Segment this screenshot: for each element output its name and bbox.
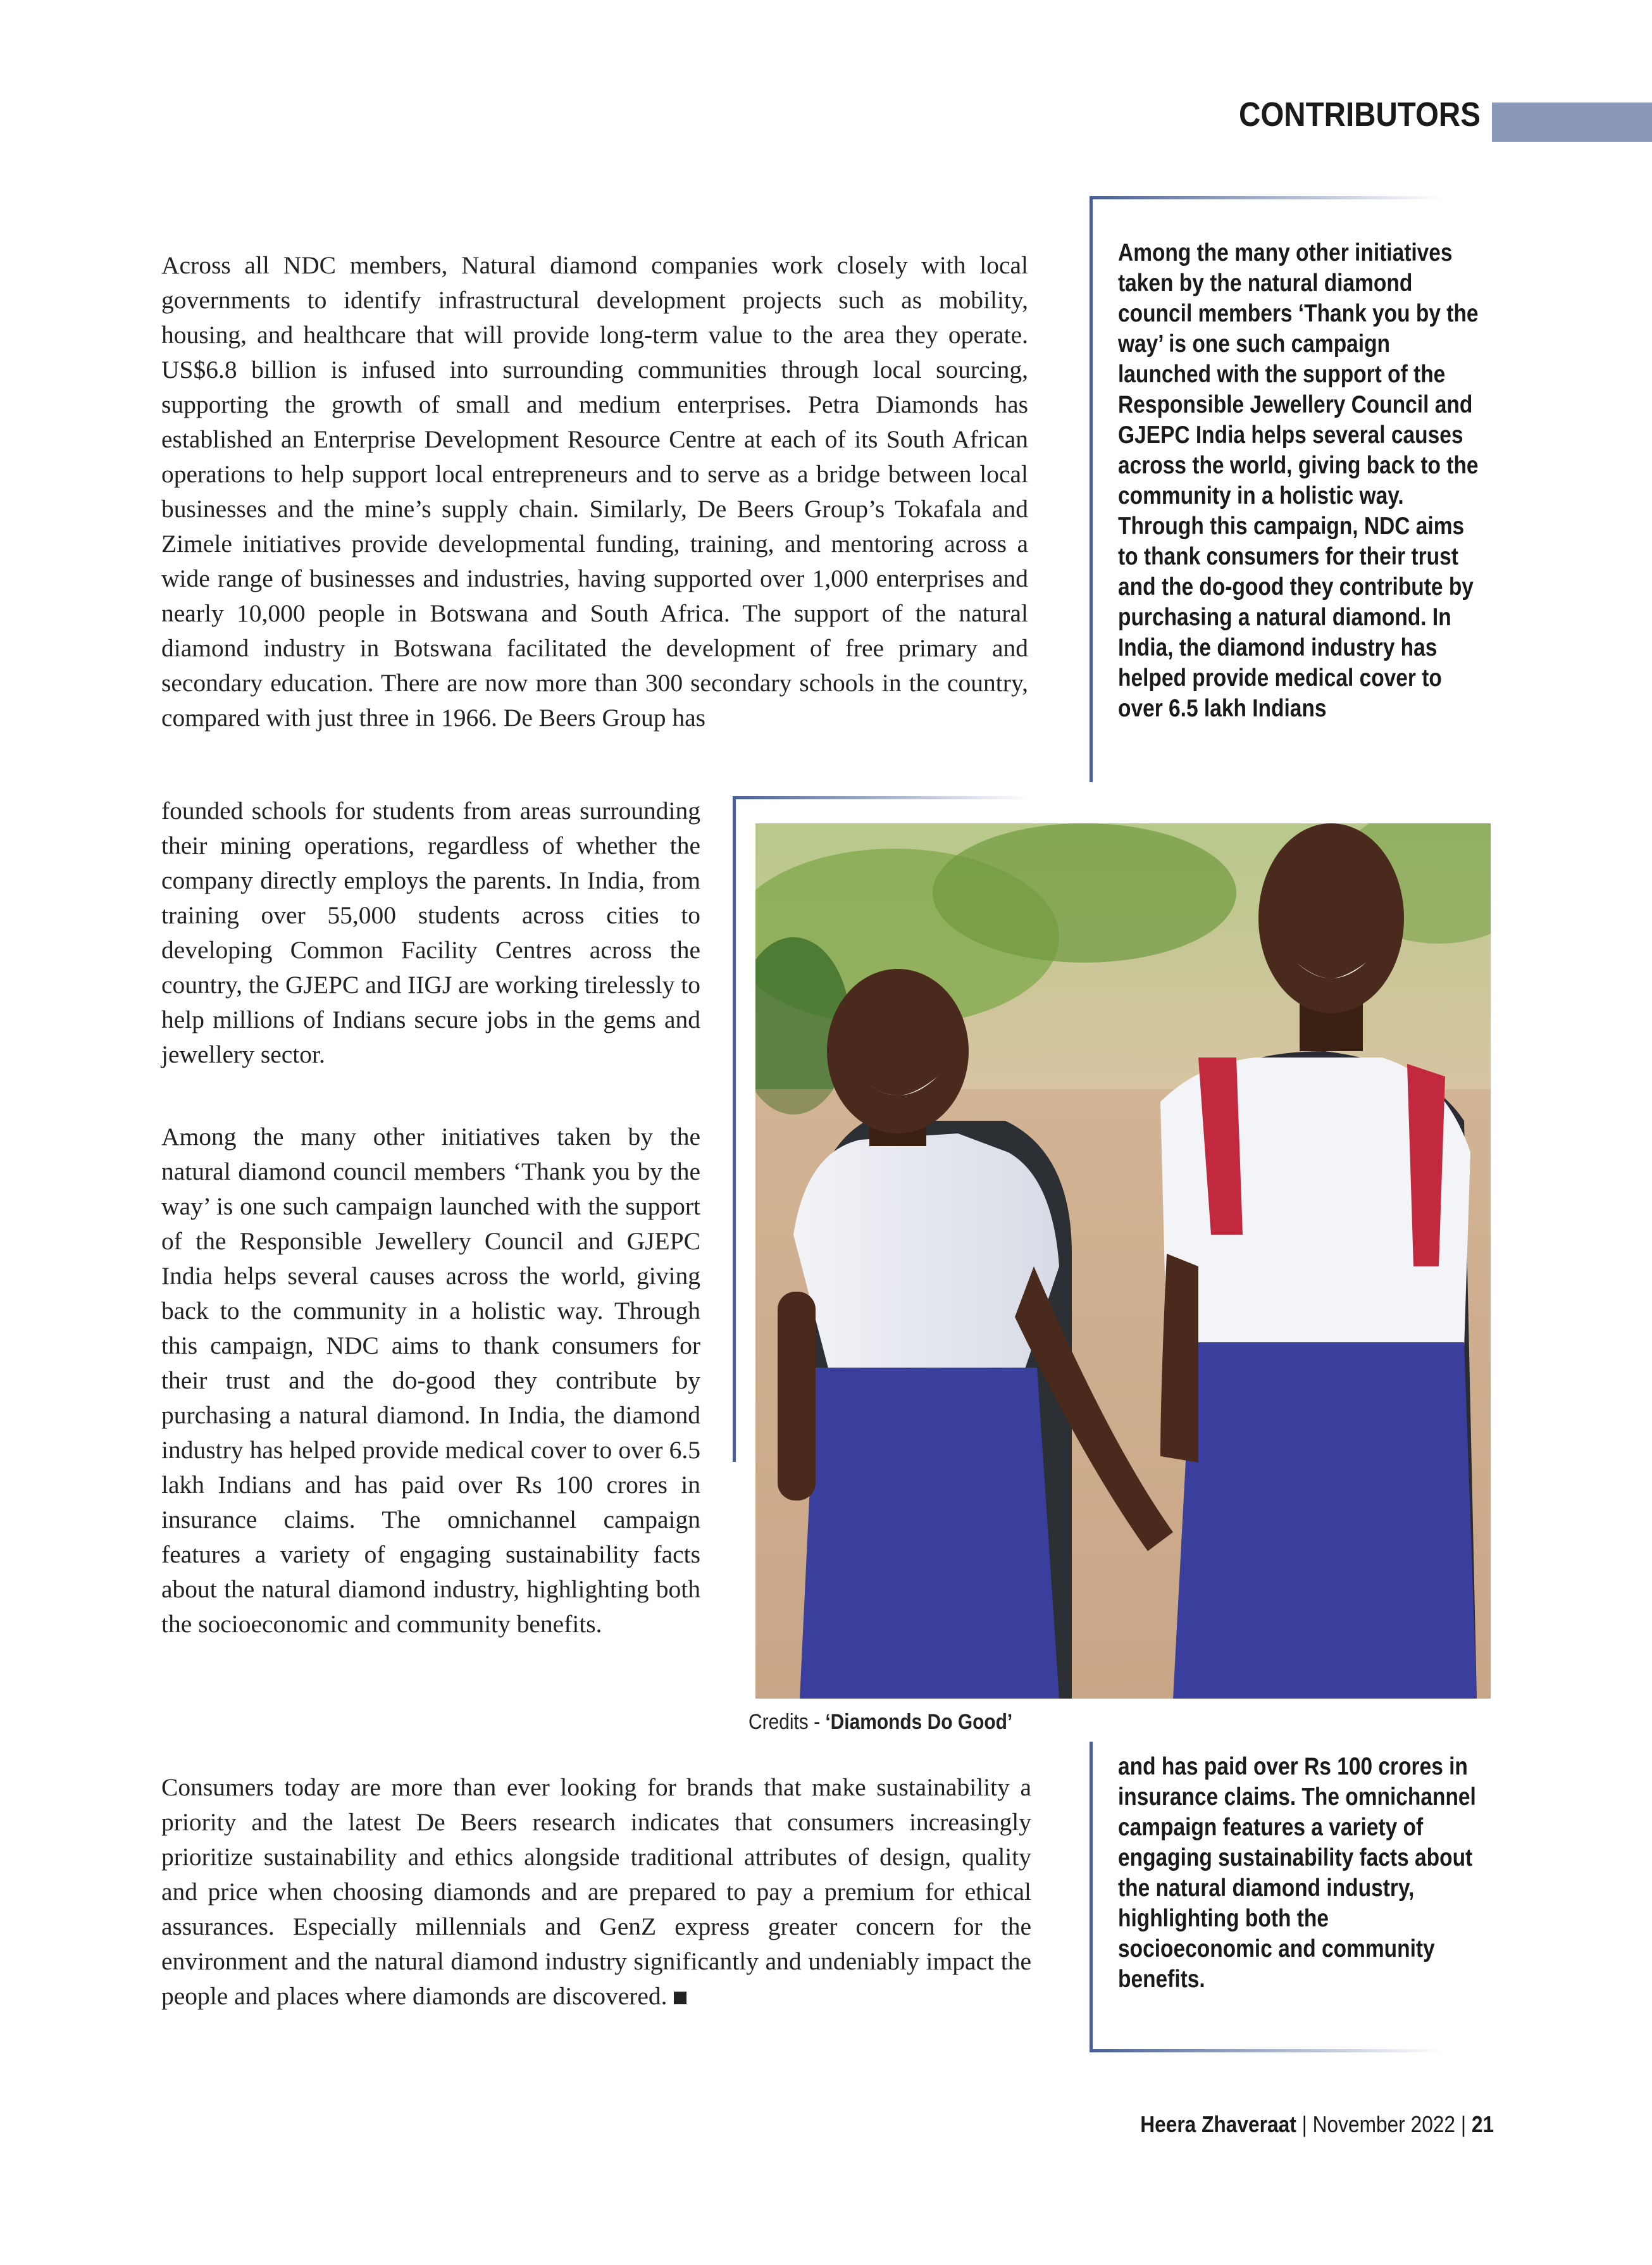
article-paragraph-2: founded schools for students from areas surrounding their mining operations, regardless of whether the company directly employs the parents. In India, from training over 55,000 students across cities to developing Common Facility Centres across the country, the GJEPC and IIGJ are working tirelessly to help millions of Indians secure jobs in the gems and jewellery sector. xyxy=(161,797,701,1068)
article-paragraph-4-text: Consumers today are more than ever looking for brands that make sustainability a priority and the latest De Beers research indicates that consumers increasingly prioritize sustainability and ethics alongside traditional attributes of design, quality and price when choosing diamonds and are prepared to pay a premium for ethical assurances. Especially millennials and GenZ express greater concern for the environment and the natural diamond industry significantly and undeniably impact the people and places where diamonds are discovered. xyxy=(161,1773,1031,2010)
footer-separator-1: | xyxy=(1301,2111,1307,2137)
footer-date: November 2022 xyxy=(1312,2111,1455,2137)
pullquote-frame-left-bottom xyxy=(1090,1742,1093,2052)
page-footer xyxy=(1140,2111,1494,2138)
pullquote-frame-bottom-rule xyxy=(1090,2049,1444,2052)
footer-separator-2: | xyxy=(1460,2111,1466,2137)
caption-prefix: Credits - xyxy=(748,1710,826,1734)
photo-frame-top-rule xyxy=(733,796,1030,799)
article-paragraph-3: Among the many other initiatives taken by the natural diamond council members ‘Thank you by the way’ is one such campaign launched with the support of the Responsible Jewellery Council and GJEPC India helps several causes across the world, giving back to the community in a holistic way. Through this campaign, NDC aims to thank consumers for their trust and the do-good they contribute by purchasing a natural diamond. In India, the diamond industry has helped provide medical cover to over 6.5 lakh Indians and has paid over Rs 100 crores in insurance claims. The omnichannel campaign features a variety of engaging sustainability facts about the natural diamond industry, highlighting both the socioeconomic and community benefits. xyxy=(161,1123,700,1638)
pullquote-frame-left-top xyxy=(1090,196,1093,782)
pullquote-part-1: Among the many other initiatives taken by the natural diamond council members ‘Thank you by the way’ is one such campaign launched with the support of the Responsible Jewellery Council and GJEPC India helps several causes across the world, giving back to the community in a holistic way. Through this campaign, NDC aims to thank consumers for their trust and the do-good they contribute by purchasing a natural diamond. In India, the diamond industry has helped provide medical cover to over 6.5 lakh Indians xyxy=(1118,239,1479,722)
end-of-article-mark xyxy=(674,1992,686,2004)
section-title: CONTRIBUTORS xyxy=(1239,96,1481,134)
schoolchildren-photo xyxy=(755,823,1491,1699)
article-paragraph-4 xyxy=(161,1770,1031,2014)
footer-publication: Heera Zhaveraat xyxy=(1140,2111,1296,2137)
photo-frame-left xyxy=(733,796,736,1462)
pullquote-part-2: and has paid over Rs 100 crores in insurance claims. The omnichannel campaign features a variety of engaging sustainability facts about the natural diamond industry, highlighting both the socioeconomic and community benefits. xyxy=(1118,1753,1476,1993)
pullquote-frame-top-rule xyxy=(1090,196,1444,199)
footer-page-number: 21 xyxy=(1471,2111,1494,2137)
caption-credit: ‘Diamonds Do Good’ xyxy=(825,1710,1013,1734)
photo-caption xyxy=(748,1710,1012,1735)
article-paragraph-1: Across all NDC members, Natural diamond companies work closely with local governments to identify infrastructural development projects such as mobility, housing, and healthcare that will provide long-term value to the area they operate. US$6.8 billion is infused into surrounding communities through local sourcing, supporting the growth of small and medium enterprises. Petra Diamonds has established an Enterprise Development Resource Centre at each of its South African operations to help support local entrepreneurs and to serve as a bridge between local businesses and the mine’s supply chain. Similarly, De Beers Group’s Tokafala and Zimele initiatives provide developmental funding, training, and mentoring across a wide range of businesses and industries, having supported over 1,000 enterprises and nearly 10,000 people in Botswana and South Africa. The support of the natural diamond industry in Botswana facilitated the development of free primary and secondary education. There are now more than 300 secondary schools in the country, compared with just three in 1966. De Beers Group has xyxy=(161,251,1028,732)
section-accent-bar xyxy=(1492,103,1652,142)
